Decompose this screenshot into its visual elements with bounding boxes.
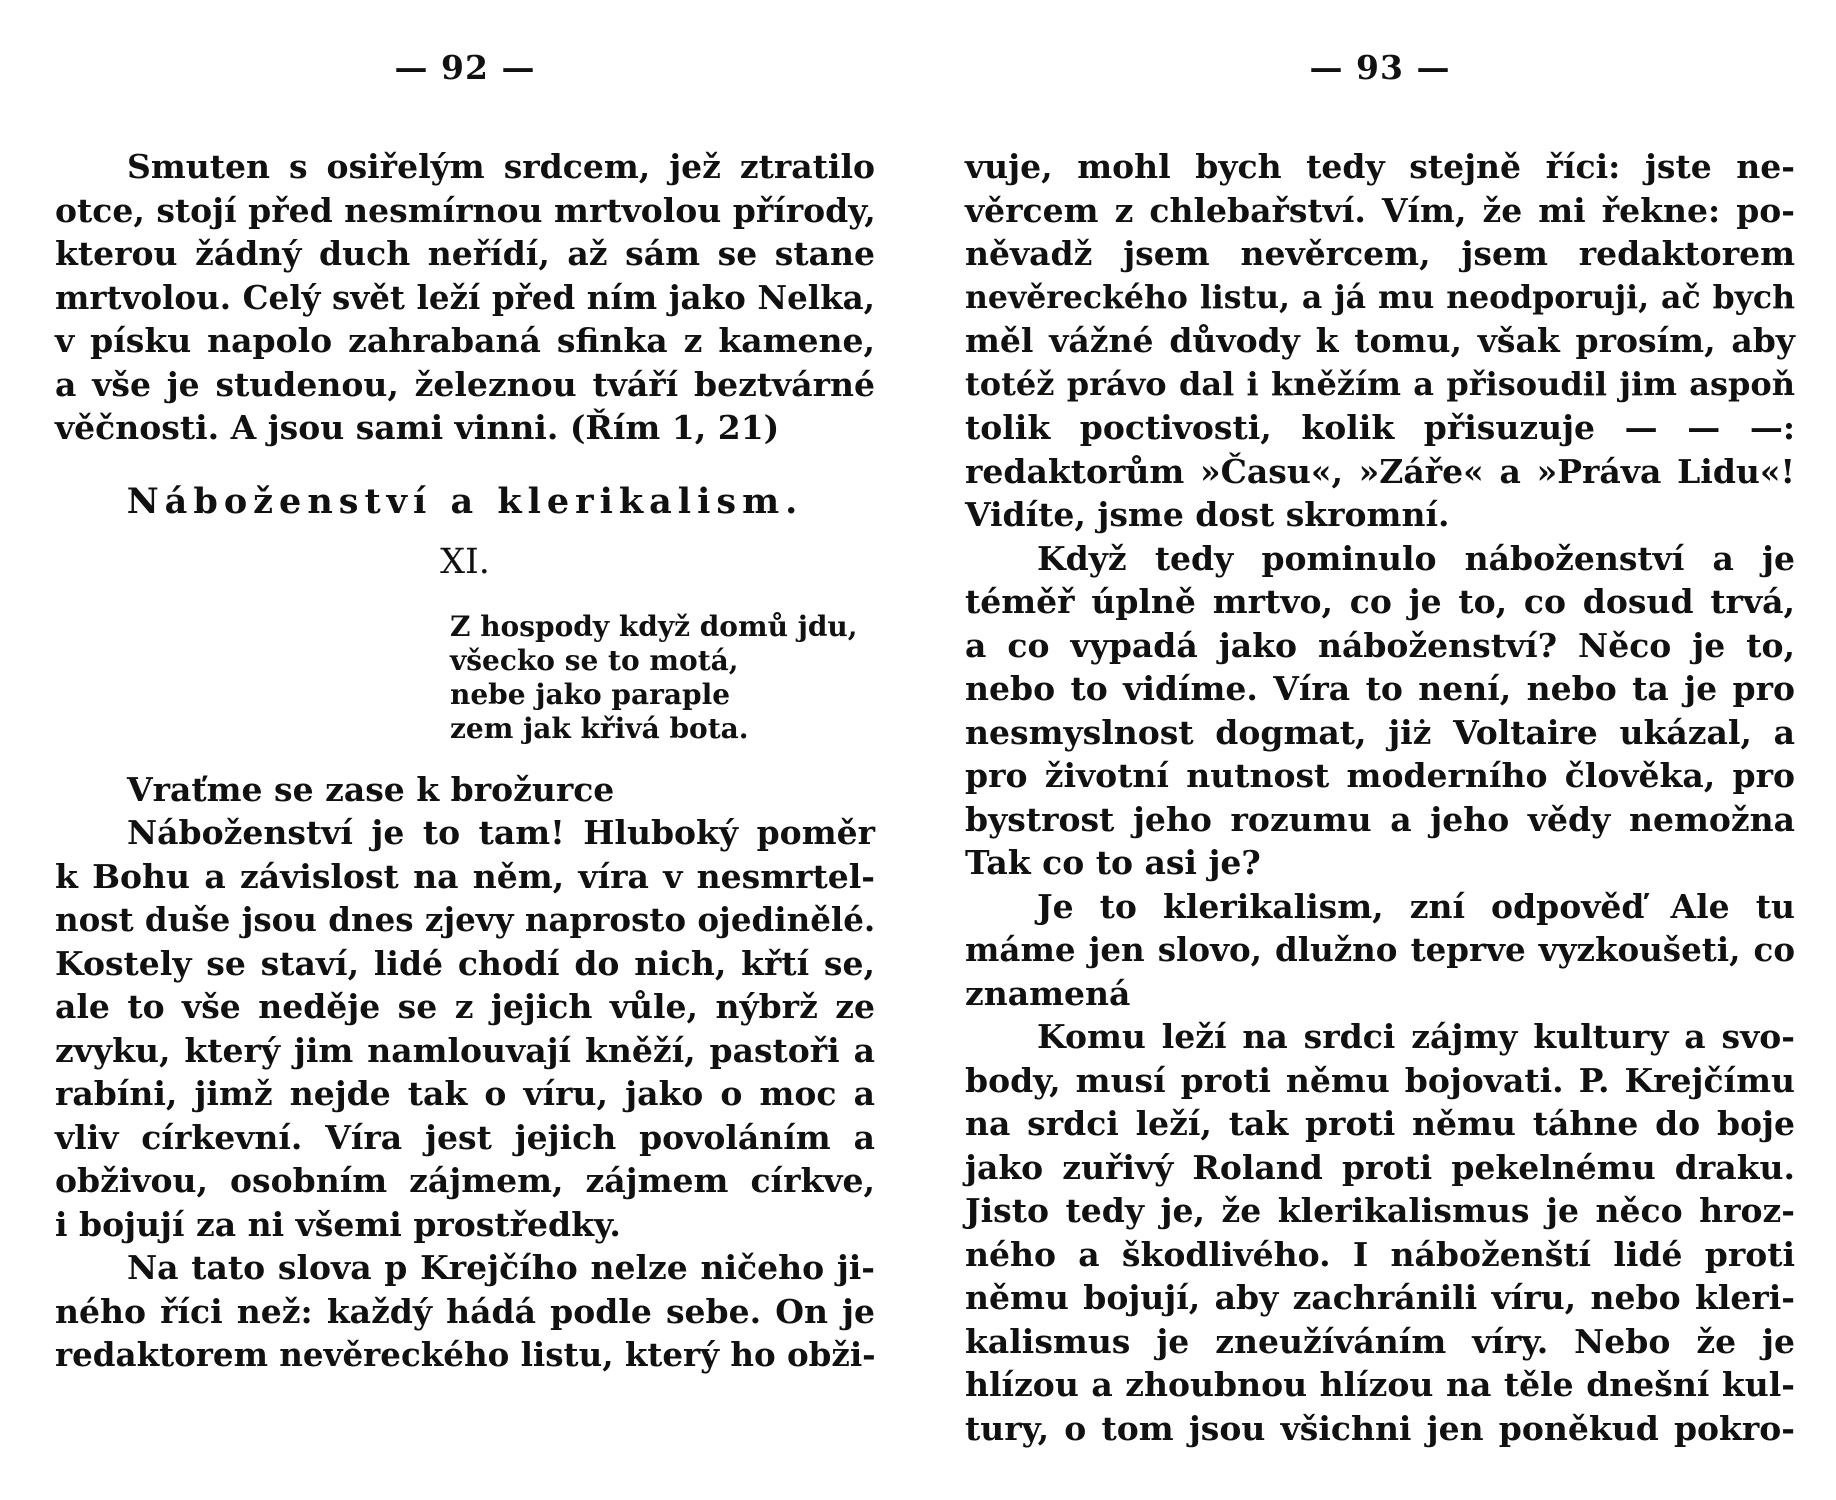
text-line: kalismus je zneužíváním víry. Nebo že je bbox=[965, 1321, 1795, 1361]
text-line: tury, o tom jsou všichni jen poněkud pokro- bbox=[965, 1408, 1795, 1448]
paragraph bbox=[965, 885, 1795, 1016]
text-line: věčnosti. A jsou sami vinni. (Řím 1, 21) bbox=[55, 408, 780, 447]
text-line: nebo to vidíme. Víra to není, nebo ta je pro bbox=[965, 669, 1795, 708]
text-line: Na tato slova p Krejčího nelze ničeho ji- bbox=[127, 1248, 875, 1287]
text-line: totéž právo dal i kněžím a přisoudil jim aspoň bbox=[965, 364, 1795, 403]
text-line: vuje, mohl bych tedy stejně říci: jste ne- bbox=[965, 147, 1795, 186]
verse-line: zem jak křivá bota. bbox=[450, 711, 749, 745]
text-line: k Bohu a závislost na něm, víra v nesmrtel- bbox=[55, 856, 875, 896]
text-line: obživou, osobním zájmem, zájmem církve, bbox=[55, 1161, 875, 1200]
text-line: znamená bbox=[965, 973, 1131, 1013]
text-line: měl vážné důvody k tomu, však prosím, aby bbox=[965, 321, 1795, 360]
text-line: Komu leží na srdci zájmy kultury a svo- bbox=[1037, 1017, 1795, 1056]
left-page bbox=[55, 0, 875, 1500]
text-line: v písku napolo zahrabaná sfinka z kamene, bbox=[55, 321, 875, 360]
text-line: máme jen slovo, dlužno teprve vyzkoušeti, co bbox=[965, 930, 1795, 969]
text-line: Vraťme se zase k brožurce bbox=[127, 769, 615, 809]
verse-line: Z hospody když domů jdu, bbox=[450, 609, 858, 643]
text-line: Náboženství je to tam! Hluboký poměr bbox=[127, 813, 875, 852]
text-line: Smuten s osiřelým srdcem, jež ztratilo bbox=[127, 147, 875, 186]
text-line: ného a škodlivého. I náboženští lidé proti bbox=[965, 1234, 1795, 1274]
text-line: němu bojují, aby zachránili víru, nebo kleri- bbox=[965, 1278, 1795, 1317]
text-line: na srdci leží, tak proti němu táhne do boje bbox=[965, 1104, 1795, 1143]
text-line: věrcem z chlebařství. Vím, že mi řekne: po- bbox=[965, 190, 1795, 230]
paragraph bbox=[55, 768, 875, 812]
text-line: ného říci než: každý hádá podle sebe. On je bbox=[55, 1291, 875, 1331]
text-line: a co vypadá jako náboženství? Něco je to, bbox=[965, 625, 1795, 665]
text-line: Je to klerikalism, zní odpověď Ale tu bbox=[1037, 886, 1795, 926]
paragraph bbox=[965, 537, 1795, 885]
text-line: téměř úplně mrtvo, co je to, co dosud trvá, bbox=[965, 582, 1795, 621]
text-line: Vidíte, jsme dost skromní. bbox=[965, 495, 1450, 534]
text-line: tolik poctivosti, kolik přisuzuje — — —: bbox=[965, 408, 1795, 447]
text-line: ale to vše neděje se z jejich vůle, nýbrž ze bbox=[55, 987, 875, 1026]
text-line: body, musí proti němu bojovati. P. Krejčímu bbox=[965, 1060, 1795, 1100]
text-line: něvadž jsem nevěrcem, jsem redaktorem bbox=[965, 234, 1795, 273]
paragraph bbox=[55, 811, 875, 1246]
text-line: i bojují za ni všemi prostředky. bbox=[55, 1204, 621, 1244]
text-line: Jisto tedy je, že klerikalismus je něco hroz- bbox=[965, 1191, 1795, 1230]
right-text-block bbox=[965, 145, 1795, 1450]
text-line: nevěreckého listu, a já mu neodporuji, ač bych bbox=[965, 278, 1795, 316]
text-line: rabíni, jimž nejde tak o víru, jako o moc a bbox=[55, 1074, 875, 1113]
paragraph bbox=[55, 145, 875, 450]
page-number: — 93 — bbox=[1309, 48, 1451, 87]
text-line: hlízou a zhoubnou hlízou na těle dnešní kul- bbox=[965, 1365, 1795, 1404]
verse-epigraph bbox=[450, 610, 875, 746]
paragraph bbox=[965, 1015, 1795, 1450]
text-line: mrtvolou. Celý svět leží před ním jako Nelka, bbox=[55, 277, 875, 317]
text-line: kterou žádný duch neřídí, až sám se stane bbox=[55, 234, 875, 273]
text-line: bystrost jeho rozumu a jeho vědy nemožna bbox=[965, 799, 1795, 839]
text-line: nost duše jsou dnes zjevy naprosto ojedinělé. bbox=[55, 900, 876, 939]
text-line: jako zuřivý Roland proti pekelnému draku. bbox=[965, 1147, 1795, 1187]
left-text-block bbox=[55, 145, 875, 1377]
page-number: — 92 — bbox=[394, 48, 536, 87]
verse-line: všecko se to motá, bbox=[450, 643, 739, 677]
text-line: vliv církevní. Víra jest jejich povoláním a bbox=[55, 1117, 875, 1157]
text-line: redaktorem nevěreckého listu, který ho obži- bbox=[55, 1335, 876, 1374]
text-line: nesmyslnost dogmat, jiż Voltaire ukázal, a bbox=[965, 712, 1795, 752]
text-line: pro životní nutnost moderního člověka, pro bbox=[965, 756, 1795, 795]
text-line: a vše je studenou, železnou tváří beztvárné bbox=[55, 364, 875, 404]
paragraph bbox=[965, 145, 1795, 537]
section-heading: Náboženství a klerikalism. bbox=[126, 480, 804, 522]
text-line: Tak co to asi je? bbox=[965, 843, 1261, 882]
text-line: redaktorům »Času«, »Záře« a »Práva Lidu«! bbox=[965, 451, 1795, 491]
text-line: Kostely se staví, lidé chodí do nich, křtí se, bbox=[55, 943, 875, 983]
text-line: zvyku, který jim namlouvají kněží, pastoři a bbox=[55, 1030, 875, 1070]
chapter-number: XI. bbox=[440, 541, 490, 582]
right-page bbox=[965, 0, 1795, 1500]
text-line: otce, stojí před nesmírnou mrtvolou přírody, bbox=[55, 190, 876, 230]
text-line: Když tedy pominulo náboženství a je bbox=[1037, 538, 1795, 578]
verse-line: nebe jako paraple bbox=[450, 677, 731, 711]
paragraph bbox=[55, 1246, 875, 1377]
